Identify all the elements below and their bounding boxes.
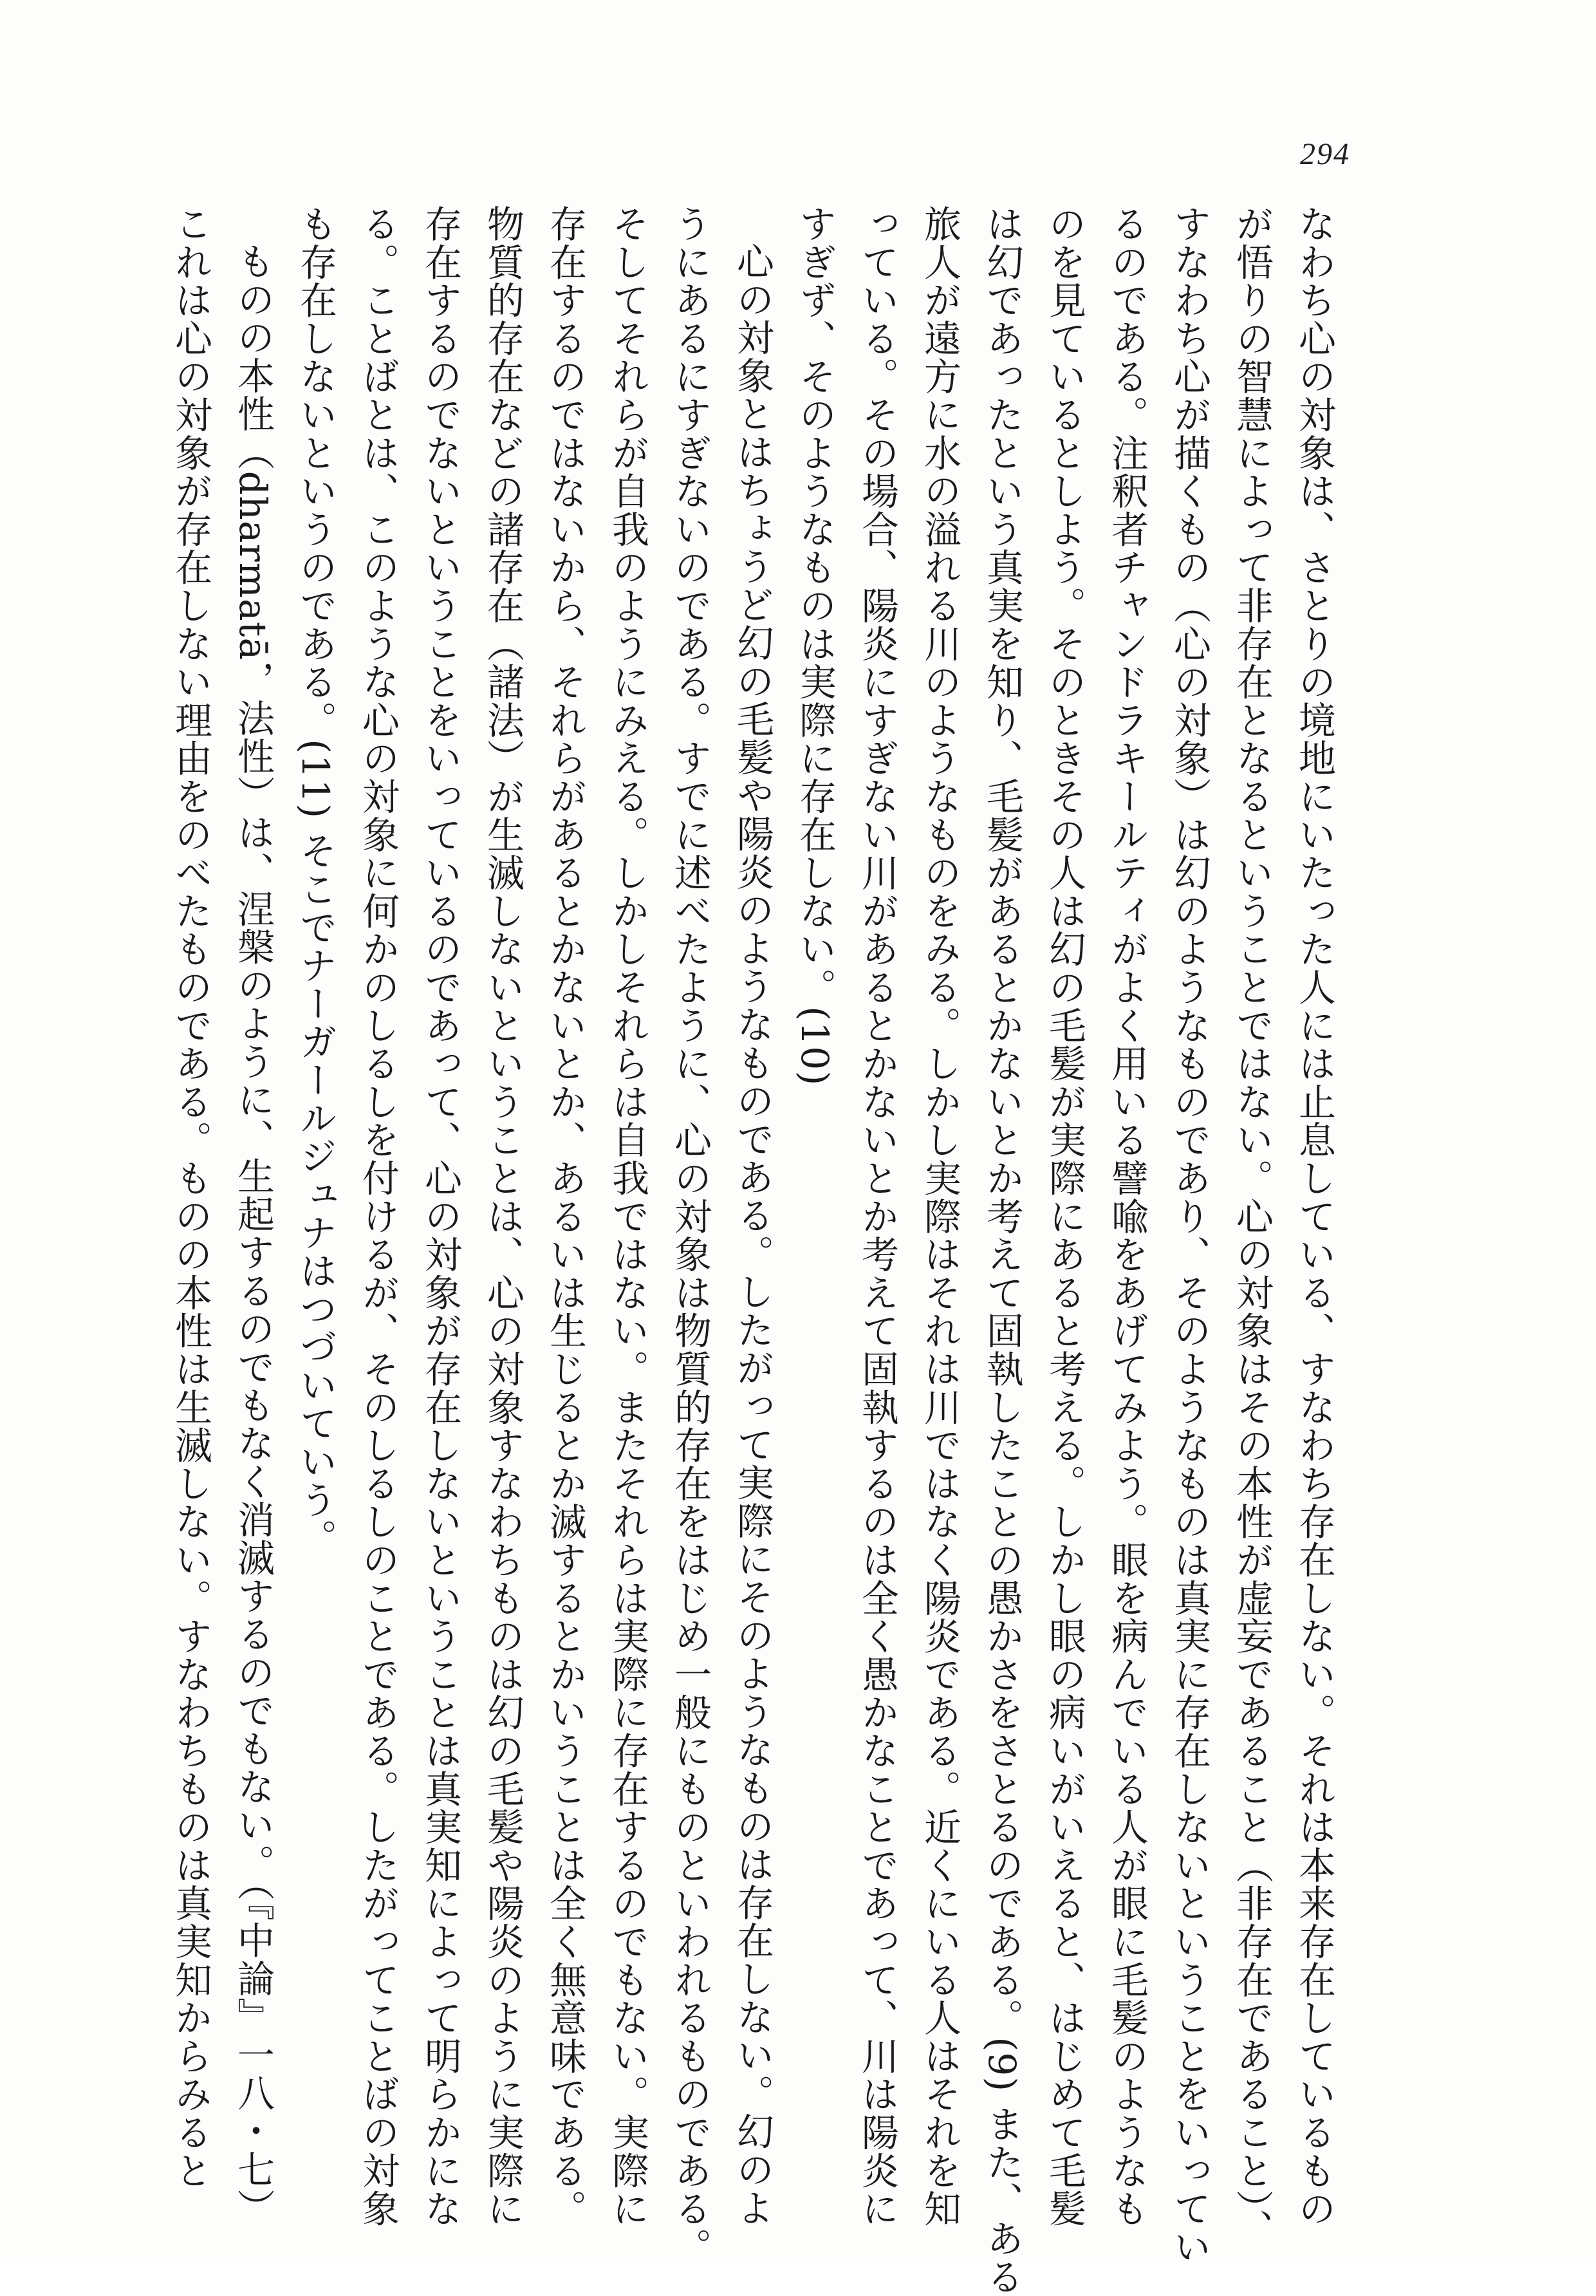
text-line: すなわち心が描くもの（心の対象）は幻のようなものであり、そのようなものは真実に存在しないということをいってい: [1167, 205, 1211, 2266]
text-line: すぎず、そのようなものは実際に存在しない。(10): [793, 205, 837, 1087]
text-line: うにあるにすぎないのである。すでに述べたように、心の対象は物質的存在をはじめ一般にものといわれるものである。: [668, 205, 712, 2266]
page-number: 294: [1300, 137, 1350, 171]
text-line: 旅人が遠方に水の溢れる川のようなものをみる。しかし実際はそれは川ではなく陽炎である。近くにいる人はそれを知: [918, 205, 961, 2228]
text-line: 存在するのでないということをいっているのであって、心の対象が存在しないということは真実知によって明らかにな: [418, 205, 462, 2228]
text-line: のを見ているとしよう。そのときその人は幻の毛髪が実際にあると考える。しかし眼の病いがいえると、はじめて毛髪: [1043, 205, 1086, 2228]
text-line: 心の対象とはちょうど幻の毛髪や陽炎のようなものである。したがって実際にそのようなものは存在しない。幻のよ: [730, 242, 774, 2227]
text-line: 存在するのではないから、それらがあるとかないとか、あるいは生じるとか滅するとかいうことは全く無意味である。: [543, 205, 587, 2228]
text-line: 物質的存在などの諸存在（諸法）が生滅しないということは、心の対象すなわちものは幻の毛髪や陽炎のように実際に: [481, 205, 524, 2228]
text-line: なわち心の対象は、さとりの境地にいたった人には止息している、すなわち存在しない。それは本来存在しているもの: [1292, 205, 1336, 2228]
text-line: ものの本性（dharmatā，法性）は、涅槃のように、生起するのでもなく消滅するのでもない。（『中論』一八・七）: [231, 242, 275, 2227]
vertical-body-text: [159, 205, 1345, 2296]
text-line: は幻であったという真実を知り、毛髪があるとかないとか考えて固執したことの愚かさをさとるのである。(9) また、ある: [980, 205, 1024, 2296]
text-line: る。ことばとは、このような心の対象に何かのしるしを付けるが、そのしるしのことである。したがってことばの対象: [356, 205, 400, 2228]
text-line: も存在しないというのである。(11) そこでナーガールジュナはつづいていう。: [293, 205, 337, 1557]
text-line: が悟りの智慧によって非存在となるということではない。心の対象はその本性が虚妄であること（非存在であること）、: [1230, 205, 1274, 2248]
text-line: っている。その場合、陽炎にすぎない川があるとかないとか考えて固執するのは全く愚かなことであって、川は陽炎に: [855, 205, 899, 2228]
text-line: るのである。注釈者チャンドラキールティがよく用いる譬喩をあげてみよう。眼を病んでいる人が眼に毛髪のようなも: [1105, 205, 1149, 2228]
text-line: そしてそれらが自我のようにみえる。しかしそれらは自我ではない。またそれらは実際に存在するのでもない。実際に: [606, 205, 649, 2228]
text-line: これは心の対象が存在しない理由をのべたものである。ものの本性は生滅しない。すなわちものは真実知からみると: [169, 205, 212, 2190]
